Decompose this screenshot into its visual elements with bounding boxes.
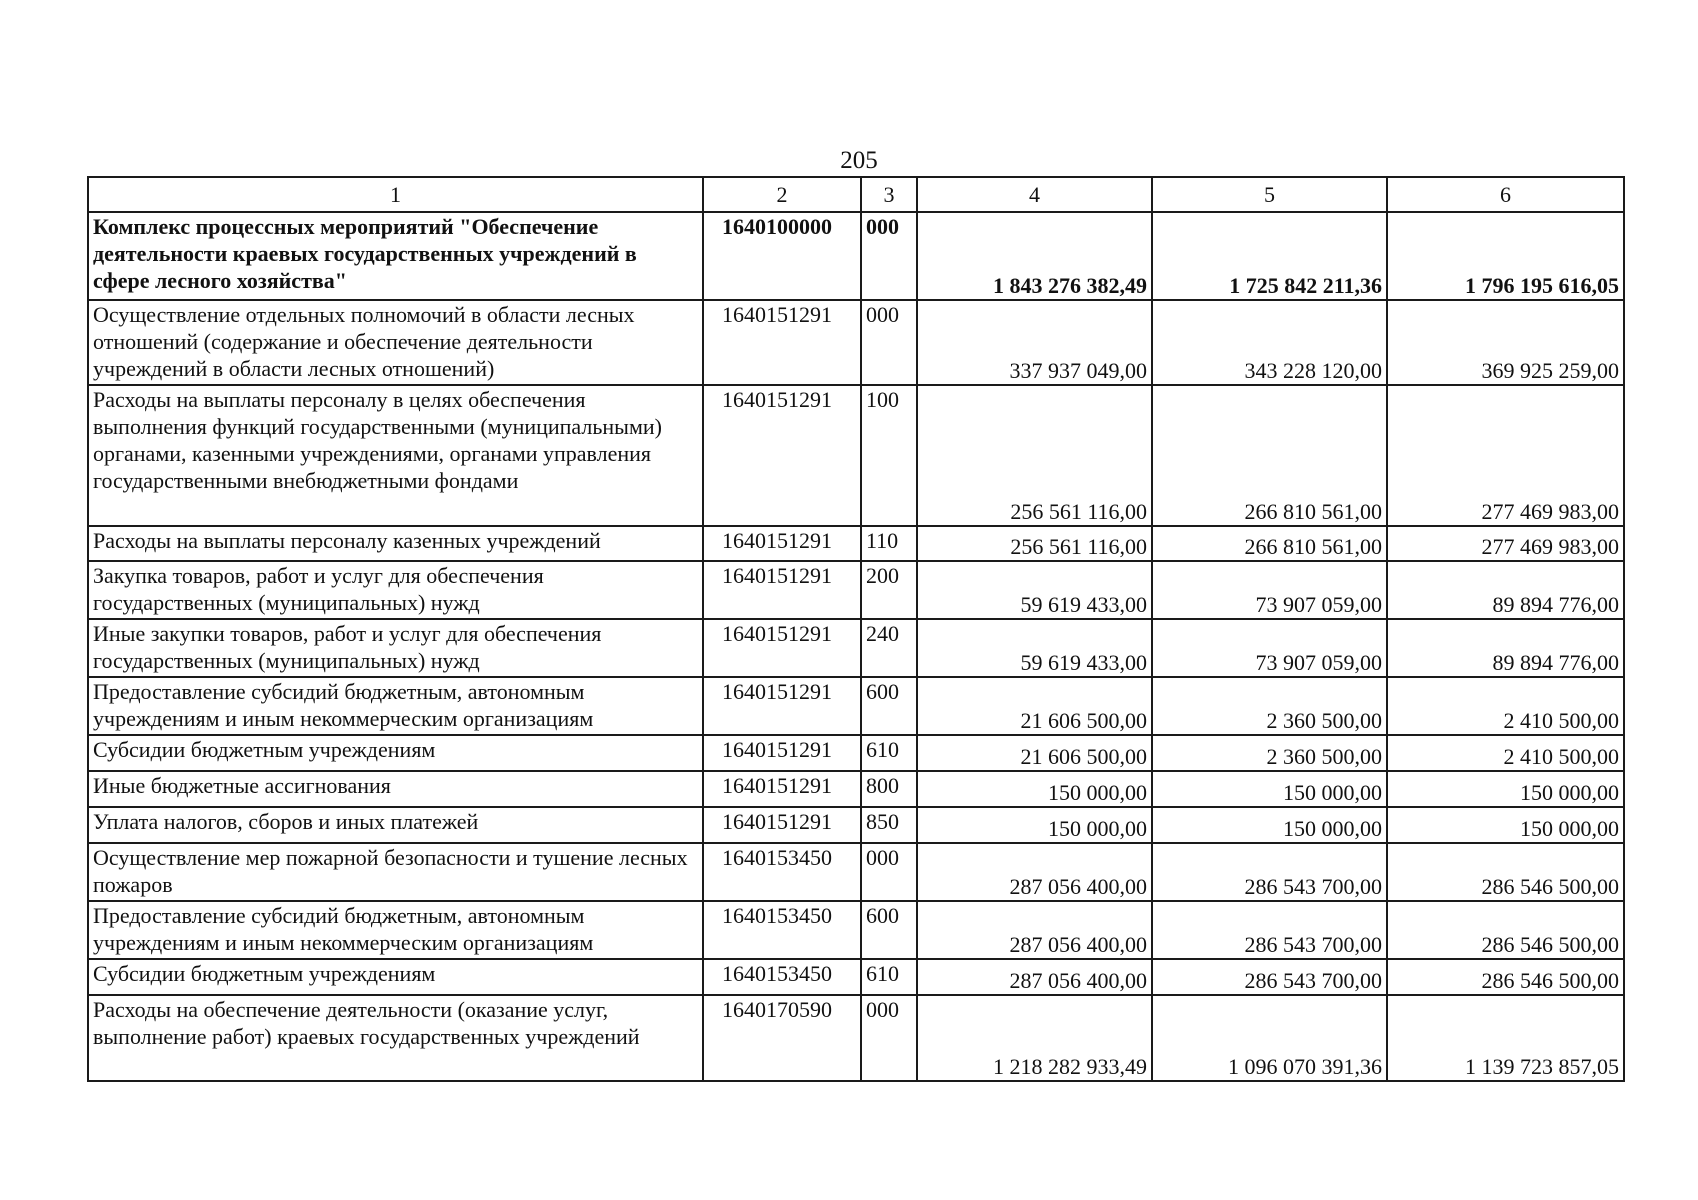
row-value-5: 150 000,00 bbox=[1152, 807, 1387, 843]
row-name: Расходы на выплаты персоналу в целях обеспечения выполнения функций государственными (муниципальными) органами, казенными учреждениями, органами управления государственными внебюджетными фондами bbox=[88, 385, 703, 526]
row-code: 1640151291 bbox=[703, 385, 861, 526]
row-name: Предоставление субсидий бюджетным, автономным учреждениям и иным некоммерческим организациям bbox=[88, 677, 703, 735]
row-kvr: 110 bbox=[861, 526, 917, 561]
row-code: 1640151291 bbox=[703, 735, 861, 771]
row-kvr: 100 bbox=[861, 385, 917, 526]
row-code: 1640151291 bbox=[703, 771, 861, 807]
row-kvr: 000 bbox=[861, 212, 917, 300]
row-kvr: 240 bbox=[861, 619, 917, 677]
row-value-4: 59 619 433,00 bbox=[917, 561, 1152, 619]
row-name: Иные бюджетные ассигнования bbox=[88, 771, 703, 807]
row-value-5: 73 907 059,00 bbox=[1152, 619, 1387, 677]
row-code: 1640153450 bbox=[703, 901, 861, 959]
row-name: Расходы на выплаты персоналу казенных учреждений bbox=[88, 526, 703, 561]
row-code: 1640151291 bbox=[703, 526, 861, 561]
row-value-5: 2 360 500,00 bbox=[1152, 677, 1387, 735]
row-name: Расходы на обеспечение деятельности (оказание услуг, выполнение работ) краевых государственных учреждений bbox=[88, 995, 703, 1081]
row-value-4: 150 000,00 bbox=[917, 771, 1152, 807]
row-value-6: 89 894 776,00 bbox=[1387, 619, 1624, 677]
table-row bbox=[88, 677, 1624, 735]
row-name: Субсидии бюджетным учреждениям bbox=[88, 959, 703, 995]
header-col-6: 6 bbox=[1387, 177, 1624, 212]
table-row bbox=[88, 995, 1624, 1081]
header-col-4: 4 bbox=[917, 177, 1152, 212]
row-kvr: 610 bbox=[861, 735, 917, 771]
row-value-5: 2 360 500,00 bbox=[1152, 735, 1387, 771]
table-row bbox=[88, 212, 1624, 300]
row-value-6: 2 410 500,00 bbox=[1387, 735, 1624, 771]
row-value-6: 2 410 500,00 bbox=[1387, 677, 1624, 735]
row-value-6: 1 139 723 857,05 bbox=[1387, 995, 1624, 1081]
table-header-row bbox=[88, 177, 1624, 212]
row-code: 1640170590 bbox=[703, 995, 861, 1081]
row-value-5: 1 096 070 391,36 bbox=[1152, 995, 1387, 1081]
header-col-1: 1 bbox=[88, 177, 703, 212]
row-value-6: 277 469 983,00 bbox=[1387, 526, 1624, 561]
row-code: 1640151291 bbox=[703, 561, 861, 619]
row-kvr: 610 bbox=[861, 959, 917, 995]
row-value-4: 287 056 400,00 bbox=[917, 843, 1152, 901]
row-value-6: 286 546 500,00 bbox=[1387, 901, 1624, 959]
budget-table bbox=[87, 176, 1625, 1082]
row-kvr: 000 bbox=[861, 843, 917, 901]
row-code: 1640151291 bbox=[703, 677, 861, 735]
row-code: 1640153450 bbox=[703, 959, 861, 995]
table-row bbox=[88, 959, 1624, 995]
row-name: Предоставление субсидий бюджетным, автономным учреждениям и иным некоммерческим организациям bbox=[88, 901, 703, 959]
table-row bbox=[88, 807, 1624, 843]
table-row bbox=[88, 771, 1624, 807]
row-value-6: 286 546 500,00 bbox=[1387, 959, 1624, 995]
row-value-4: 1 218 282 933,49 bbox=[917, 995, 1152, 1081]
table-row bbox=[88, 619, 1624, 677]
row-value-4: 256 561 116,00 bbox=[917, 385, 1152, 526]
row-name: Иные закупки товаров, работ и услуг для обеспечения государственных (муниципальных) нужд bbox=[88, 619, 703, 677]
row-code: 1640151291 bbox=[703, 300, 861, 385]
row-kvr: 200 bbox=[861, 561, 917, 619]
row-value-4: 337 937 049,00 bbox=[917, 300, 1152, 385]
row-name: Субсидии бюджетным учреждениям bbox=[88, 735, 703, 771]
table-row bbox=[88, 300, 1624, 385]
row-value-5: 286 543 700,00 bbox=[1152, 959, 1387, 995]
row-value-4: 21 606 500,00 bbox=[917, 735, 1152, 771]
row-code: 1640151291 bbox=[703, 619, 861, 677]
row-value-6: 150 000,00 bbox=[1387, 807, 1624, 843]
row-kvr: 800 bbox=[861, 771, 917, 807]
row-code: 1640100000 bbox=[703, 212, 861, 300]
row-value-4: 150 000,00 bbox=[917, 807, 1152, 843]
row-name: Осуществление мер пожарной безопасности и тушение лесных пожаров bbox=[88, 843, 703, 901]
row-value-4: 59 619 433,00 bbox=[917, 619, 1152, 677]
row-value-6: 1 796 195 616,05 bbox=[1387, 212, 1624, 300]
row-value-4: 21 606 500,00 bbox=[917, 677, 1152, 735]
header-col-3: 3 bbox=[861, 177, 917, 212]
row-code: 1640151291 bbox=[703, 807, 861, 843]
row-value-4: 256 561 116,00 bbox=[917, 526, 1152, 561]
row-value-6: 286 546 500,00 bbox=[1387, 843, 1624, 901]
row-value-6: 89 894 776,00 bbox=[1387, 561, 1624, 619]
table-row bbox=[88, 901, 1624, 959]
table-row bbox=[88, 526, 1624, 561]
row-kvr: 600 bbox=[861, 901, 917, 959]
row-kvr: 000 bbox=[861, 995, 917, 1081]
row-value-6: 277 469 983,00 bbox=[1387, 385, 1624, 526]
header-col-5: 5 bbox=[1152, 177, 1387, 212]
row-name: Комплекс процессных мероприятий "Обеспечение деятельности краевых государственных учреждений в сфере лесного хозяйства" bbox=[88, 212, 703, 300]
row-value-5: 286 543 700,00 bbox=[1152, 901, 1387, 959]
table-row bbox=[88, 843, 1624, 901]
row-value-5: 266 810 561,00 bbox=[1152, 385, 1387, 526]
table-row bbox=[88, 561, 1624, 619]
row-value-5: 73 907 059,00 bbox=[1152, 561, 1387, 619]
row-value-5: 266 810 561,00 bbox=[1152, 526, 1387, 561]
page-number: 205 bbox=[840, 147, 878, 174]
row-name: Осуществление отдельных полномочий в области лесных отношений (содержание и обеспечение деятельности учреждений в области лесных отношений) bbox=[88, 300, 703, 385]
table-row bbox=[88, 385, 1624, 526]
row-value-6: 369 925 259,00 bbox=[1387, 300, 1624, 385]
header-col-2: 2 bbox=[703, 177, 861, 212]
row-value-5: 343 228 120,00 bbox=[1152, 300, 1387, 385]
row-kvr: 600 bbox=[861, 677, 917, 735]
row-code: 1640153450 bbox=[703, 843, 861, 901]
row-value-4: 1 843 276 382,49 bbox=[917, 212, 1152, 300]
row-kvr: 000 bbox=[861, 300, 917, 385]
table-row bbox=[88, 735, 1624, 771]
row-value-5: 286 543 700,00 bbox=[1152, 843, 1387, 901]
row-name: Уплата налогов, сборов и иных платежей bbox=[88, 807, 703, 843]
row-value-5: 1 725 842 211,36 bbox=[1152, 212, 1387, 300]
row-value-4: 287 056 400,00 bbox=[917, 901, 1152, 959]
row-value-5: 150 000,00 bbox=[1152, 771, 1387, 807]
row-value-6: 150 000,00 bbox=[1387, 771, 1624, 807]
row-value-4: 287 056 400,00 bbox=[917, 959, 1152, 995]
row-name: Закупка товаров, работ и услуг для обеспечения государственных (муниципальных) нужд bbox=[88, 561, 703, 619]
row-kvr: 850 bbox=[861, 807, 917, 843]
